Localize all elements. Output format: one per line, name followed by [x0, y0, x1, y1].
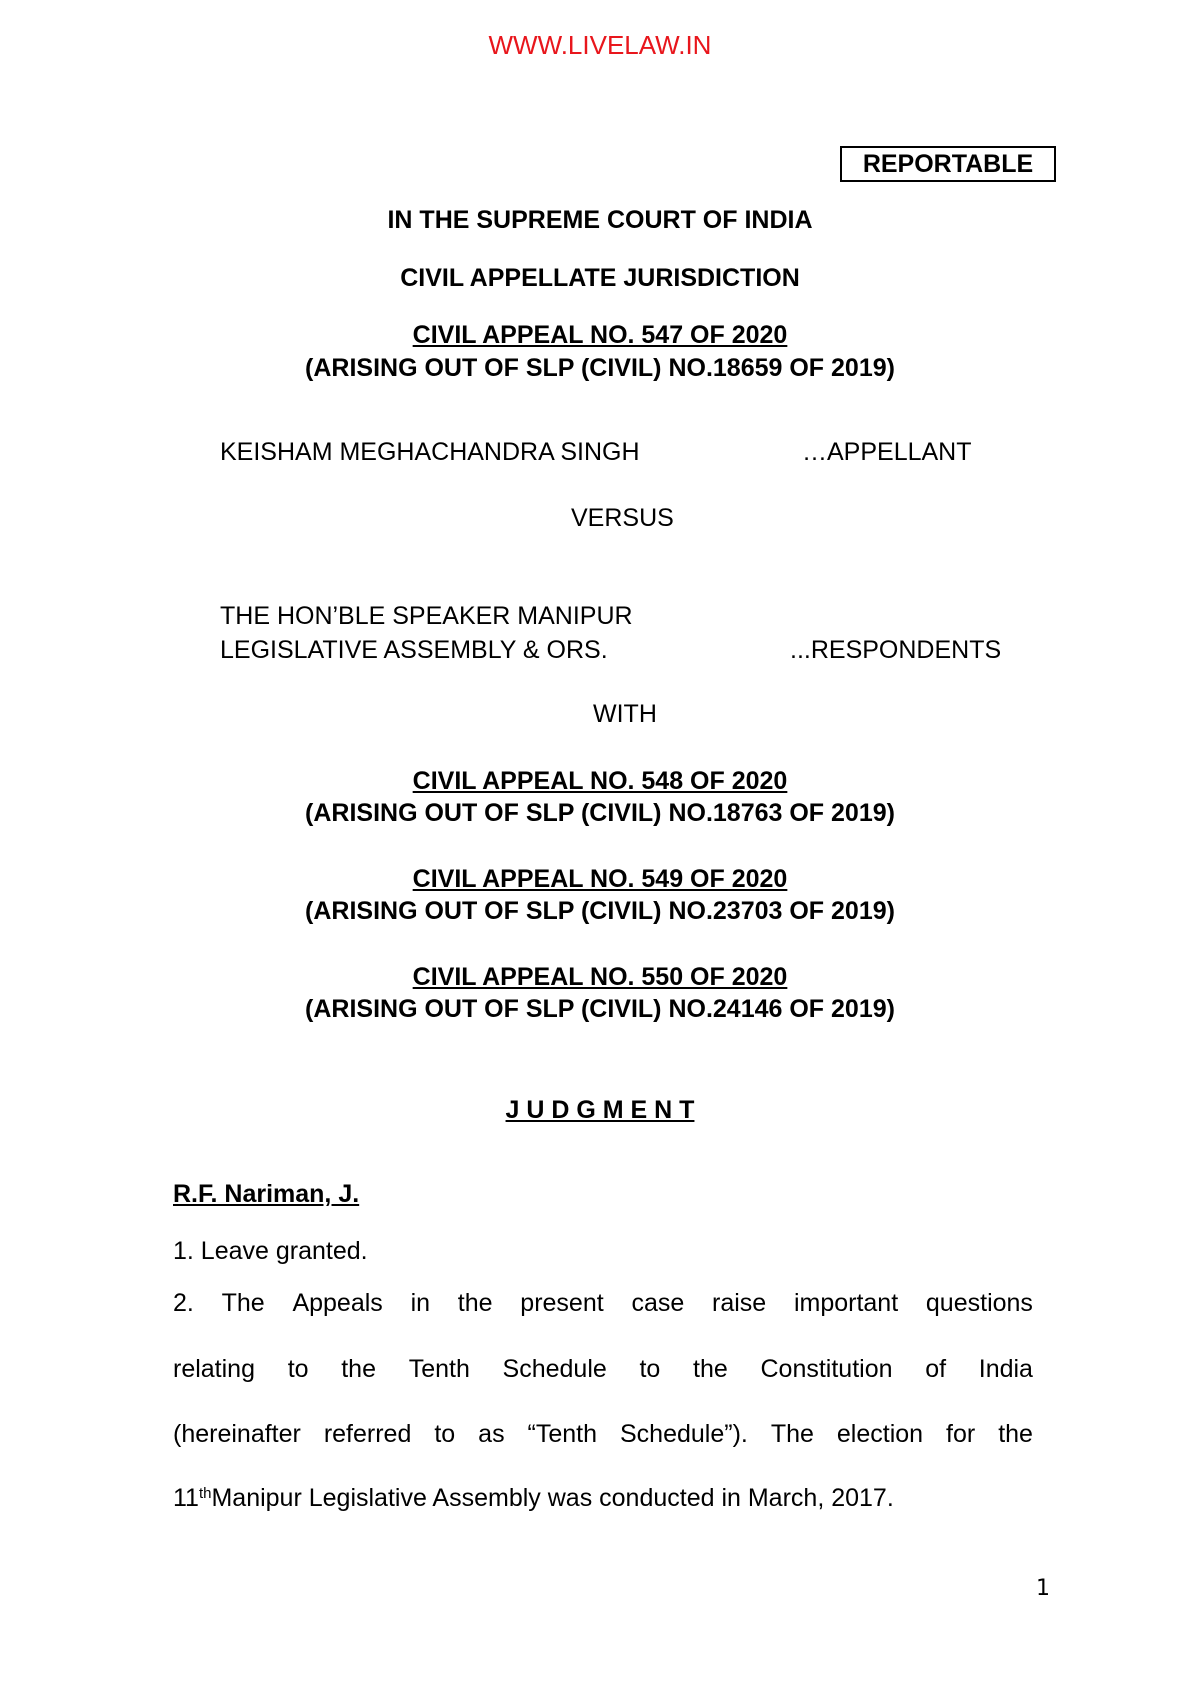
word: the [341, 1355, 376, 1383]
connected-appeal-number [0, 865, 1200, 894]
word: as [478, 1420, 505, 1448]
connected-appeal-number-text: CIVIL APPEAL NO. 549 OF 2020 [412, 865, 788, 893]
word: “Tenth [527, 1420, 598, 1448]
paragraph-text [173, 1482, 894, 1514]
word: Schedule”). [620, 1420, 748, 1448]
word: referred [323, 1420, 412, 1448]
word: 2. [173, 1289, 194, 1317]
ordinal-number: 11 [173, 1484, 199, 1512]
ordinal-suffix: th [198, 1485, 212, 1502]
paragraph-2-line-1 [173, 1287, 1033, 1319]
word: to [434, 1420, 456, 1448]
court-name: IN THE SUPREME COURT OF INDIA [387, 206, 813, 234]
word: India [978, 1355, 1033, 1383]
word: to [639, 1355, 661, 1383]
word: Tenth [408, 1355, 470, 1383]
word: case [631, 1289, 685, 1317]
word: election [836, 1420, 924, 1448]
paragraph-text-rest: Manipur Legislative Assembly was conducted in March, 2017. [211, 1484, 894, 1512]
jurisdiction: CIVIL APPELLATE JURISDICTION [400, 264, 800, 292]
word: to [287, 1355, 309, 1383]
word: Constitution [760, 1355, 893, 1383]
word: in [410, 1289, 431, 1317]
main-appeal-arising: (ARISING OUT OF SLP (CIVIL) NO.18659 OF 2019) [305, 354, 895, 382]
word: of [925, 1355, 947, 1383]
word: present [520, 1289, 604, 1317]
judgment-heading [0, 1096, 1200, 1125]
respondent-role: ...RESPONDENTS [790, 636, 1002, 664]
paragraph-2-line-2 [173, 1353, 1033, 1385]
author-name: R.F. Nariman, J. [173, 1180, 360, 1208]
page-number: 1 [1036, 1576, 1050, 1601]
word: (hereinafter [173, 1420, 301, 1448]
main-appeal-number-text: CIVIL APPEAL NO. 547 OF 2020 [412, 321, 788, 349]
connected-appeal-number [0, 767, 1200, 796]
main-appeal-number [0, 321, 1200, 350]
connected-appeal-number-text: CIVIL APPEAL NO. 548 OF 2020 [412, 767, 788, 795]
connected-appeal-arising: (ARISING OUT OF SLP (CIVIL) NO.23703 OF 2019) [305, 897, 895, 925]
paragraph-2-line-4 [173, 1482, 1033, 1514]
connected-appeal-arising: (ARISING OUT OF SLP (CIVIL) NO.18763 OF 2019) [305, 799, 895, 827]
word: The [770, 1420, 814, 1448]
word: the [457, 1289, 493, 1317]
word: relating [173, 1355, 255, 1383]
judgment-heading-text: J U D G M E N T [505, 1096, 695, 1124]
word: the [693, 1355, 728, 1383]
appellant-role: …APPELLANT [802, 438, 972, 466]
reportable-stamp: REPORTABLE [840, 146, 1056, 182]
connected-appeal-arising: (ARISING OUT OF SLP (CIVIL) NO.24146 OF 2019) [305, 995, 895, 1023]
word: The [221, 1289, 265, 1317]
appellant-name: KEISHAM MEGHACHANDRA SINGH [220, 438, 640, 466]
word: important [793, 1289, 899, 1317]
word: for [946, 1420, 976, 1448]
with-label: WITH [593, 700, 657, 728]
versus: VERSUS [571, 504, 674, 532]
word: questions [925, 1289, 1033, 1317]
word: Schedule [502, 1355, 607, 1383]
word: raise [712, 1289, 767, 1317]
connected-appeal-number-text: CIVIL APPEAL NO. 550 OF 2020 [412, 963, 788, 991]
respondent-line1: THE HON’BLE SPEAKER MANIPUR [220, 602, 633, 630]
paragraph-1: 1. Leave granted. [173, 1237, 368, 1265]
respondent-line2: LEGISLATIVE ASSEMBLY & ORS. [220, 636, 608, 664]
word: Appeals [292, 1289, 383, 1317]
connected-appeal-number [0, 963, 1200, 992]
word: the [998, 1420, 1033, 1448]
paragraph-2-line-3 [173, 1418, 1033, 1450]
watermark: WWW.LIVELAW.IN [488, 30, 712, 60]
